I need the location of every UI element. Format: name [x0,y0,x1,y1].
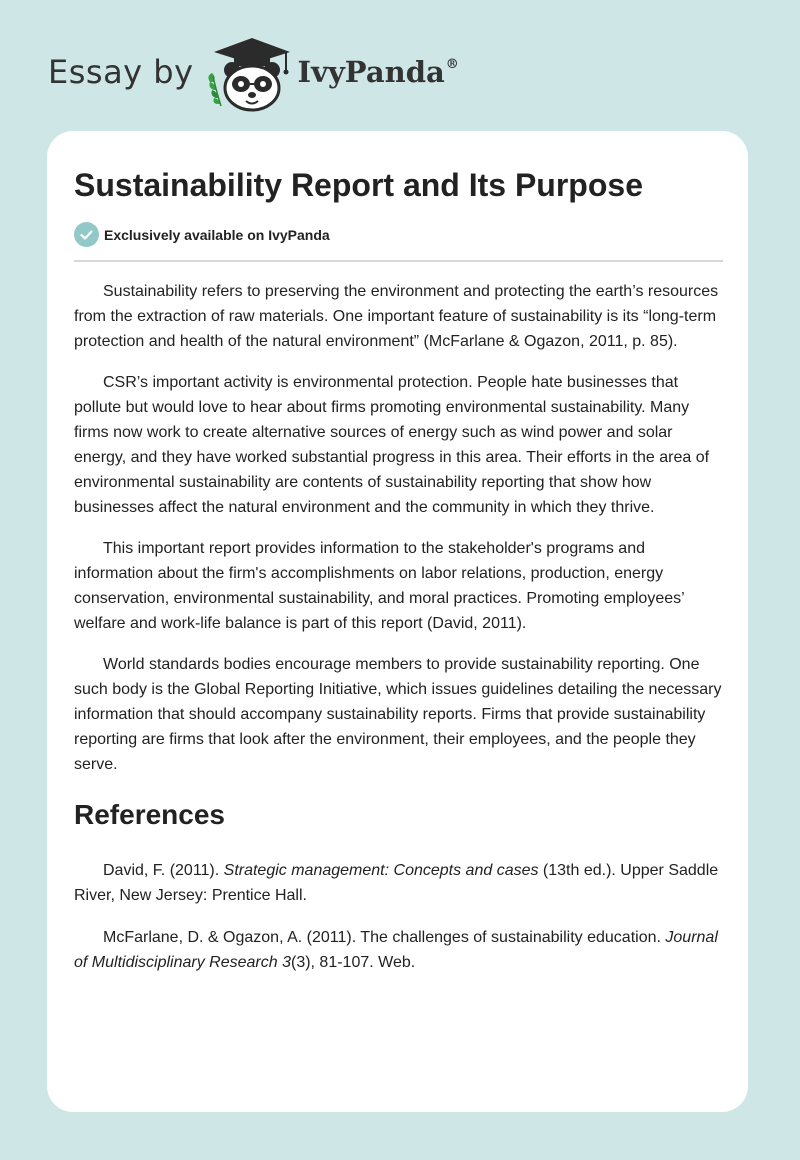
site-header [48,32,459,112]
references-list [74,858,723,975]
brand-name[interactable]: IvyPanda® [297,55,459,89]
article-body [74,279,723,992]
reference-item: McFarlane, D. & Ogazon, A. (2011). The challenges of sustainability education. Journal of Multidisciplinary Research 3(3), 81-107. Web. [74,929,718,971]
page-title: Sustainability Report and Its Purpose [74,167,643,203]
badge-label: Exclusively available on IvyPanda [104,226,330,243]
paragraph: CSR’s important activity is environmental protection. People hate businesses that pollute but would love to hear about firms promoting environmental sustainability. Many firms now work to create alternative sources of energy such as wind power and solar energy, and they have worked substantial progress in this area. Their efforts in the area of environmental sustainability are contents of sustainability reporting that show how businesses affect the natural environment and the community in which they thrive. [74,374,710,516]
registered-mark: ® [445,57,459,72]
essay-card [47,131,748,1112]
references-heading: References [74,799,225,830]
reference-item: David, F. (2011). Strategic management: Concepts and cases (13th ed.). Upper Saddle River, New Jersey: Prentice Hall. [74,862,719,904]
essay-by-label: Essay by [48,53,194,91]
check-icon [74,222,99,247]
paragraph: Sustainability refers to preserving the environment and protecting the earth’s resources from the extraction of raw materials. One important feature of sustainability is its “long-term protection and health of the natural environment” (McFarlane & Ogazon, 2011, p. 85). [74,283,719,350]
ivypanda-logo-icon[interactable] [204,32,296,112]
divider [74,260,723,262]
paragraph: This important report provides information to the stakeholder's programs and information about the firm's accomplishments on labor relations, production, energy conservation, environmental sustainability, and moral practices. Promoting employees’ welfare and work-life balance is part of this report (David, 2011). [74,540,685,632]
exclusive-badge [74,222,330,247]
paragraph: World standards bodies encourage members to provide sustainability reporting. One such body is the Global Reporting Initiative, which issues guidelines detailing the necessary information that should accompany sustainability reports. Firms that provide sustainability reporting are firms that look after the environment, their employees, and the people they serve. [74,656,722,773]
